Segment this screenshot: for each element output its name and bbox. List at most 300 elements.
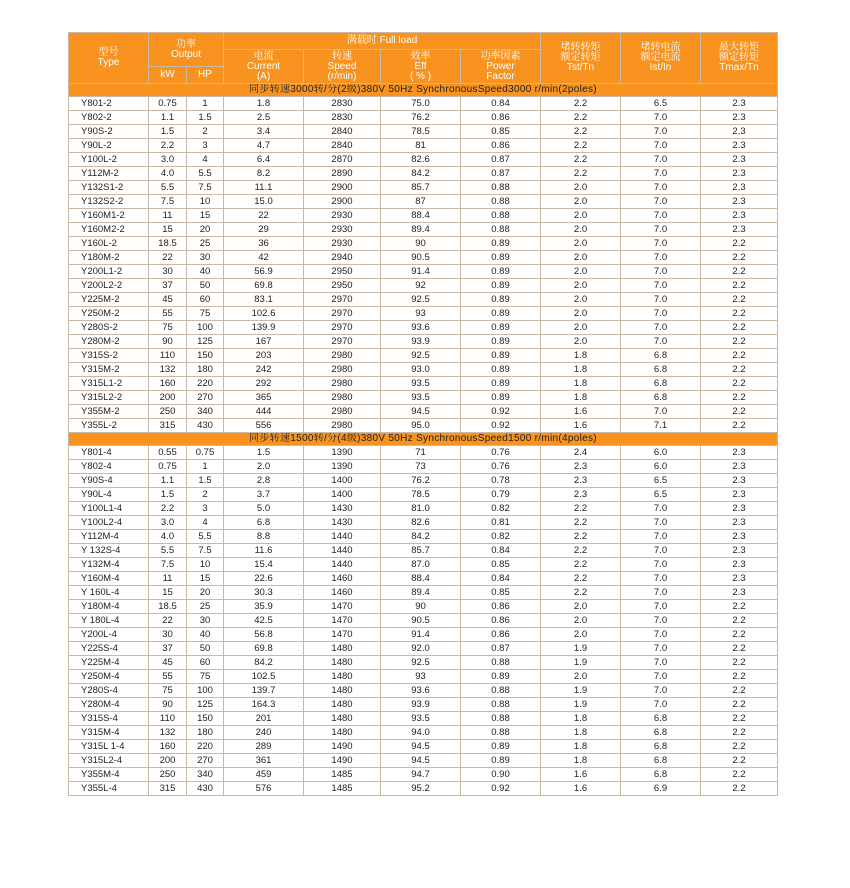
cell-tst-tn: 2.0 [541, 209, 621, 223]
cell-speed: 1430 [304, 516, 381, 530]
cell-kw: 4.0 [149, 167, 187, 181]
cell-tmax-tn: 2.3 [701, 488, 778, 502]
section-title: 同步转速1500转/分(4级)380V 50Hz SynchronousSpeed1500 r/min(4poles) [69, 433, 778, 446]
cell-kw: 37 [149, 279, 187, 293]
cell-power-factor: 0.84 [461, 544, 541, 558]
cell-model: Y 160L-4 [69, 586, 149, 600]
cell-kw: 18.5 [149, 600, 187, 614]
cell-eff: 93.0 [381, 363, 461, 377]
cell-tst-tn: 1.8 [541, 726, 621, 740]
cell-ist-in: 7.0 [621, 642, 701, 656]
cell-ist-in: 7.0 [621, 516, 701, 530]
cell-tmax-tn: 2.3 [701, 558, 778, 572]
table-row [69, 279, 778, 293]
cell-current: 6.4 [224, 153, 304, 167]
cell-speed: 2840 [304, 125, 381, 139]
cell-speed: 1480 [304, 656, 381, 670]
cell-current: 42.5 [224, 614, 304, 628]
table-row [69, 195, 778, 209]
cell-current: 242 [224, 363, 304, 377]
cell-power-factor: 0.87 [461, 153, 541, 167]
cell-current: 361 [224, 754, 304, 768]
cell-model: Y160M2-2 [69, 223, 149, 237]
cell-speed: 1480 [304, 712, 381, 726]
cell-power-factor: 0.87 [461, 642, 541, 656]
cell-kw: 1.5 [149, 488, 187, 502]
cell-kw: 0.75 [149, 97, 187, 111]
cell-speed: 1390 [304, 460, 381, 474]
cell-kw: 160 [149, 377, 187, 391]
header-type-cn: 型号 [98, 47, 119, 58]
cell-ist-in: 7.0 [621, 670, 701, 684]
table-row [69, 419, 778, 433]
cell-power-factor: 0.88 [461, 656, 541, 670]
cell-eff: 93.6 [381, 321, 461, 335]
cell-tst-tn: 1.9 [541, 698, 621, 712]
table-row [69, 139, 778, 153]
cell-power-factor: 0.86 [461, 600, 541, 614]
cell-model: Y112M-4 [69, 530, 149, 544]
header-tst [541, 33, 621, 84]
cell-model: Y160M1-2 [69, 209, 149, 223]
header-current [224, 50, 304, 84]
cell-power-factor: 0.89 [461, 293, 541, 307]
cell-tmax-tn: 2.3 [701, 544, 778, 558]
cell-current: 201 [224, 712, 304, 726]
header-tmax [701, 33, 778, 84]
cell-power-factor: 0.87 [461, 167, 541, 181]
cell-kw: 5.5 [149, 544, 187, 558]
table-row [69, 265, 778, 279]
cell-model: Y355L-2 [69, 419, 149, 433]
cell-kw: 3.0 [149, 153, 187, 167]
header-output [149, 33, 224, 67]
cell-tst-tn: 2.0 [541, 181, 621, 195]
cell-model: Y100L-2 [69, 153, 149, 167]
cell-kw: 22 [149, 614, 187, 628]
cell-hp: 75 [187, 670, 224, 684]
cell-hp: 220 [187, 740, 224, 754]
cell-ist-in: 6.0 [621, 446, 701, 460]
cell-speed: 1460 [304, 586, 381, 600]
table-row [69, 307, 778, 321]
cell-hp: 2 [187, 125, 224, 139]
cell-tst-tn: 1.8 [541, 740, 621, 754]
cell-hp: 20 [187, 223, 224, 237]
cell-tst-tn: 1.8 [541, 391, 621, 405]
cell-power-factor: 0.82 [461, 530, 541, 544]
cell-tmax-tn: 2.2 [701, 642, 778, 656]
cell-speed: 1480 [304, 642, 381, 656]
cell-kw: 45 [149, 293, 187, 307]
cell-power-factor: 0.90 [461, 768, 541, 782]
cell-current: 576 [224, 782, 304, 796]
cell-eff: 94.5 [381, 754, 461, 768]
cell-eff: 92 [381, 279, 461, 293]
cell-ist-in: 6.8 [621, 754, 701, 768]
header-current-en: Current [246, 60, 281, 72]
cell-kw: 1.5 [149, 125, 187, 139]
cell-eff: 93.9 [381, 335, 461, 349]
cell-ist-in: 6.8 [621, 391, 701, 405]
table-row [69, 488, 778, 502]
table-row [69, 377, 778, 391]
cell-power-factor: 0.92 [461, 419, 541, 433]
cell-model: Y90S-2 [69, 125, 149, 139]
cell-power-factor: 0.84 [461, 97, 541, 111]
cell-current: 22.6 [224, 572, 304, 586]
cell-speed: 1480 [304, 670, 381, 684]
cell-current: 15.4 [224, 558, 304, 572]
cell-speed: 1460 [304, 572, 381, 586]
cell-kw: 315 [149, 782, 187, 796]
header-output-cn: 功率 [176, 38, 196, 50]
cell-ist-in: 7.0 [621, 628, 701, 642]
cell-current: 3.4 [224, 125, 304, 139]
cell-kw: 30 [149, 628, 187, 642]
cell-kw: 4.0 [149, 530, 187, 544]
cell-current: 36 [224, 237, 304, 251]
cell-speed: 1440 [304, 544, 381, 558]
cell-tmax-tn: 2.2 [701, 656, 778, 670]
cell-hp: 430 [187, 419, 224, 433]
cell-power-factor: 0.85 [461, 558, 541, 572]
cell-kw: 75 [149, 321, 187, 335]
motor-spec-table [68, 32, 778, 796]
cell-ist-in: 6.8 [621, 712, 701, 726]
cell-eff: 93.9 [381, 698, 461, 712]
cell-model: Y200L1-2 [69, 265, 149, 279]
cell-speed: 1400 [304, 488, 381, 502]
cell-hp: 10 [187, 558, 224, 572]
cell-speed: 2970 [304, 321, 381, 335]
cell-speed: 2980 [304, 377, 381, 391]
cell-tst-tn: 2.2 [541, 97, 621, 111]
cell-ist-in: 6.5 [621, 97, 701, 111]
cell-tmax-tn: 2.2 [701, 279, 778, 293]
cell-kw: 200 [149, 391, 187, 405]
cell-current: 6.8 [224, 516, 304, 530]
cell-tmax-tn: 2.2 [701, 265, 778, 279]
cell-kw: 132 [149, 726, 187, 740]
cell-tmax-tn: 2.3 [701, 111, 778, 125]
cell-speed: 1470 [304, 628, 381, 642]
cell-tst-tn: 2.0 [541, 223, 621, 237]
cell-eff: 75.0 [381, 97, 461, 111]
cell-ist-in: 7.0 [621, 614, 701, 628]
cell-kw: 7.5 [149, 195, 187, 209]
cell-current: 102.6 [224, 307, 304, 321]
cell-model: Y355L-4 [69, 782, 149, 796]
cell-ist-in: 7.0 [621, 502, 701, 516]
cell-ist-in: 7.0 [621, 293, 701, 307]
cell-tmax-tn: 2.3 [701, 516, 778, 530]
cell-power-factor: 0.84 [461, 572, 541, 586]
cell-current: 4.7 [224, 139, 304, 153]
table-row [69, 125, 778, 139]
table-row [69, 698, 778, 712]
header-output-en: Output [170, 48, 202, 60]
header-pf-en2: Factor [486, 70, 515, 82]
table-row [69, 572, 778, 586]
table-row [69, 614, 778, 628]
cell-eff: 93.6 [381, 684, 461, 698]
cell-speed: 1430 [304, 502, 381, 516]
table-row [69, 251, 778, 265]
table-row [69, 111, 778, 125]
table-row [69, 153, 778, 167]
cell-power-factor: 0.89 [461, 307, 541, 321]
cell-tmax-tn: 2.2 [701, 726, 778, 740]
header-current-unit: (A) [256, 70, 271, 82]
cell-tmax-tn: 2.2 [701, 614, 778, 628]
cell-tst-tn: 2.4 [541, 446, 621, 460]
cell-hp: 340 [187, 768, 224, 782]
table-row [69, 544, 778, 558]
cell-eff: 87 [381, 195, 461, 209]
cell-ist-in: 6.5 [621, 474, 701, 488]
cell-ist-in: 7.0 [621, 544, 701, 558]
cell-eff: 88.4 [381, 572, 461, 586]
cell-model: Y 180L-4 [69, 614, 149, 628]
cell-speed: 2950 [304, 279, 381, 293]
cell-kw: 22 [149, 251, 187, 265]
cell-ist-in: 6.8 [621, 349, 701, 363]
cell-tst-tn: 2.0 [541, 195, 621, 209]
cell-tst-tn: 2.0 [541, 251, 621, 265]
cell-tmax-tn: 2.2 [701, 754, 778, 768]
cell-speed: 1470 [304, 614, 381, 628]
cell-tmax-tn: 2.3 [701, 209, 778, 223]
cell-model: Y250M-2 [69, 307, 149, 321]
cell-hp: 2 [187, 488, 224, 502]
cell-ist-in: 6.5 [621, 488, 701, 502]
cell-tst-tn: 1.8 [541, 363, 621, 377]
cell-tmax-tn: 2.3 [701, 460, 778, 474]
cell-model: Y801-2 [69, 97, 149, 111]
cell-power-factor: 0.88 [461, 209, 541, 223]
cell-model: Y315M-4 [69, 726, 149, 740]
cell-eff: 78.5 [381, 488, 461, 502]
cell-model: Y250M-4 [69, 670, 149, 684]
cell-speed: 2970 [304, 335, 381, 349]
cell-speed: 1390 [304, 446, 381, 460]
table-row [69, 223, 778, 237]
cell-current: 56.9 [224, 265, 304, 279]
cell-ist-in: 7.0 [621, 153, 701, 167]
cell-power-factor: 0.78 [461, 474, 541, 488]
cell-tmax-tn: 2.3 [701, 474, 778, 488]
cell-eff: 85.7 [381, 544, 461, 558]
table-row [69, 628, 778, 642]
cell-current: 5.0 [224, 502, 304, 516]
cell-hp: 30 [187, 614, 224, 628]
cell-tmax-tn: 2.2 [701, 307, 778, 321]
cell-tst-tn: 2.0 [541, 321, 621, 335]
table-row [69, 586, 778, 600]
header-speed-cn: 转速 [332, 50, 352, 62]
cell-eff: 78.5 [381, 125, 461, 139]
cell-tst-tn: 2.0 [541, 237, 621, 251]
cell-hp: 20 [187, 586, 224, 600]
cell-kw: 250 [149, 768, 187, 782]
cell-power-factor: 0.89 [461, 335, 541, 349]
cell-tmax-tn: 2.2 [701, 363, 778, 377]
cell-hp: 7.5 [187, 181, 224, 195]
cell-power-factor: 0.89 [461, 363, 541, 377]
table-row [69, 670, 778, 684]
table-row [69, 782, 778, 796]
cell-ist-in: 7.0 [621, 111, 701, 125]
cell-tst-tn: 2.2 [541, 530, 621, 544]
cell-kw: 110 [149, 349, 187, 363]
cell-model: Y225M-2 [69, 293, 149, 307]
cell-speed: 2830 [304, 111, 381, 125]
cell-kw: 18.5 [149, 237, 187, 251]
cell-current: 3.7 [224, 488, 304, 502]
cell-hp: 150 [187, 349, 224, 363]
cell-eff: 81 [381, 139, 461, 153]
header-ist-en: Ist/In [649, 62, 672, 73]
cell-kw: 15 [149, 223, 187, 237]
cell-eff: 73 [381, 460, 461, 474]
cell-current: 2.8 [224, 474, 304, 488]
cell-hp: 60 [187, 656, 224, 670]
table-row [69, 349, 778, 363]
cell-kw: 55 [149, 670, 187, 684]
cell-kw: 132 [149, 363, 187, 377]
cell-kw: 2.2 [149, 502, 187, 516]
cell-eff: 89.4 [381, 223, 461, 237]
cell-tmax-tn: 2.2 [701, 782, 778, 796]
cell-current: 29 [224, 223, 304, 237]
cell-model: Y90L-2 [69, 139, 149, 153]
cell-tmax-tn: 2.3 [701, 181, 778, 195]
section-title: 同步转速3000转/分(2级)380V 50Hz SynchronousSpeed3000 r/min(2poles) [69, 84, 778, 97]
cell-current: 292 [224, 377, 304, 391]
cell-model: Y280S-2 [69, 321, 149, 335]
cell-eff: 84.2 [381, 167, 461, 181]
cell-model: Y280M-4 [69, 698, 149, 712]
cell-eff: 93 [381, 307, 461, 321]
cell-current: 15.0 [224, 195, 304, 209]
cell-hp: 50 [187, 642, 224, 656]
cell-eff: 85.7 [381, 181, 461, 195]
cell-model: Y100L1-4 [69, 502, 149, 516]
table-row [69, 405, 778, 419]
cell-ist-in: 7.0 [621, 307, 701, 321]
cell-ist-in: 7.0 [621, 223, 701, 237]
cell-current: 2.5 [224, 111, 304, 125]
cell-tmax-tn: 2.3 [701, 530, 778, 544]
cell-eff: 90.5 [381, 251, 461, 265]
cell-tst-tn: 2.0 [541, 265, 621, 279]
cell-ist-in: 7.0 [621, 209, 701, 223]
cell-current: 459 [224, 768, 304, 782]
header-power-factor [461, 50, 541, 84]
cell-model: Y315S-4 [69, 712, 149, 726]
cell-current: 444 [224, 405, 304, 419]
cell-kw: 11 [149, 209, 187, 223]
cell-current: 1.5 [224, 446, 304, 460]
cell-speed: 2980 [304, 349, 381, 363]
cell-ist-in: 7.0 [621, 265, 701, 279]
cell-speed: 2830 [304, 97, 381, 111]
cell-power-factor: 0.82 [461, 502, 541, 516]
cell-current: 203 [224, 349, 304, 363]
cell-tst-tn: 2.2 [541, 125, 621, 139]
cell-speed: 1480 [304, 698, 381, 712]
cell-power-factor: 0.79 [461, 488, 541, 502]
cell-current: 139.9 [224, 321, 304, 335]
cell-tst-tn: 2.2 [541, 111, 621, 125]
cell-ist-in: 6.0 [621, 460, 701, 474]
cell-ist-in: 7.0 [621, 279, 701, 293]
cell-power-factor: 0.89 [461, 279, 541, 293]
cell-hp: 0.75 [187, 446, 224, 460]
cell-eff: 95.0 [381, 419, 461, 433]
table-row [69, 558, 778, 572]
cell-ist-in: 7.0 [621, 698, 701, 712]
table-row [69, 642, 778, 656]
header-ist-cn1: 堵转电流 [640, 42, 681, 53]
cell-speed: 1480 [304, 726, 381, 740]
cell-hp: 15 [187, 572, 224, 586]
cell-model: Y132S2-2 [69, 195, 149, 209]
cell-current: 139.7 [224, 684, 304, 698]
cell-tst-tn: 1.6 [541, 405, 621, 419]
cell-speed: 1440 [304, 530, 381, 544]
cell-kw: 315 [149, 419, 187, 433]
table-row [69, 530, 778, 544]
cell-ist-in: 7.0 [621, 251, 701, 265]
table-row [69, 209, 778, 223]
cell-ist-in: 7.0 [621, 558, 701, 572]
cell-tmax-tn: 2.2 [701, 349, 778, 363]
cell-model: Y100L2-4 [69, 516, 149, 530]
table-row [69, 768, 778, 782]
cell-model: Y355M-4 [69, 768, 149, 782]
cell-eff: 94.5 [381, 405, 461, 419]
cell-model: Y280M-2 [69, 335, 149, 349]
cell-kw: 45 [149, 656, 187, 670]
cell-speed: 2980 [304, 363, 381, 377]
section-header-row [69, 433, 778, 446]
cell-hp: 5.5 [187, 530, 224, 544]
cell-model: Y200L2-2 [69, 279, 149, 293]
cell-hp: 1 [187, 97, 224, 111]
cell-model: Y180M-4 [69, 600, 149, 614]
cell-kw: 37 [149, 642, 187, 656]
cell-tst-tn: 1.8 [541, 712, 621, 726]
table-row [69, 460, 778, 474]
table-row [69, 181, 778, 195]
cell-current: 167 [224, 335, 304, 349]
table-body [69, 84, 778, 796]
cell-hp: 3 [187, 502, 224, 516]
cell-tmax-tn: 2.2 [701, 628, 778, 642]
table-row [69, 516, 778, 530]
cell-current: 289 [224, 740, 304, 754]
cell-hp: 125 [187, 698, 224, 712]
cell-eff: 81.0 [381, 502, 461, 516]
cell-power-factor: 0.89 [461, 670, 541, 684]
header-tmax-en: Tmax/Tn [719, 62, 759, 73]
cell-eff: 92.5 [381, 656, 461, 670]
header-ist-cn2: 额定电流 [640, 52, 681, 63]
cell-power-factor: 0.86 [461, 111, 541, 125]
cell-current: 240 [224, 726, 304, 740]
